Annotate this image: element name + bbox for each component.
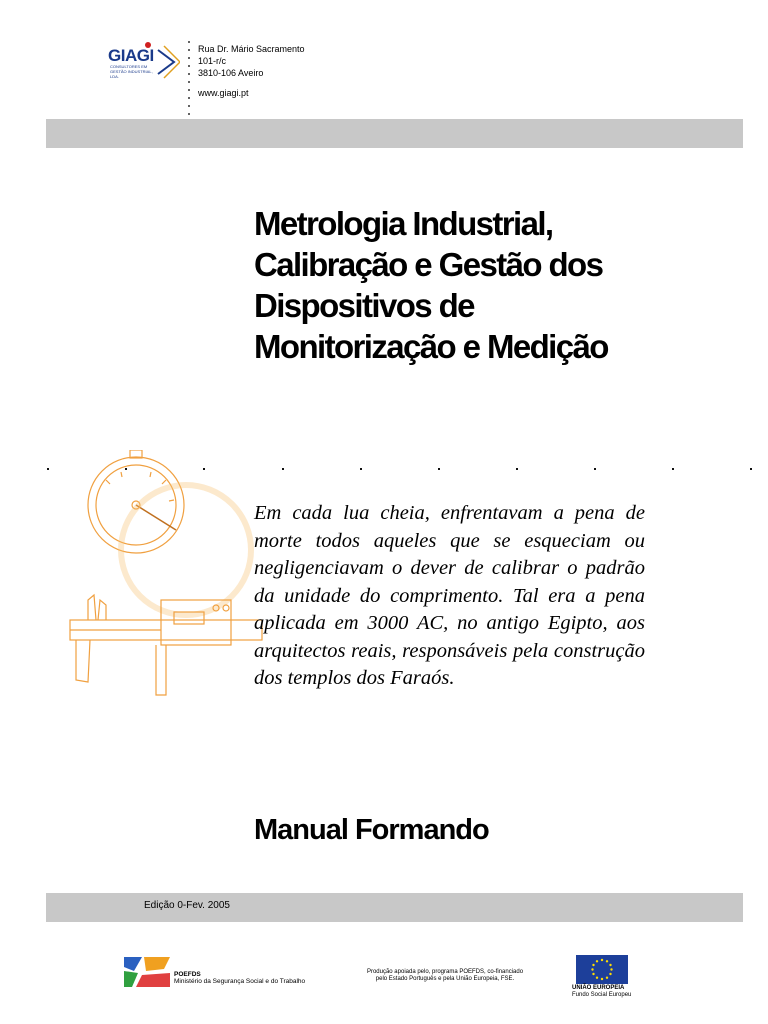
eu-fund: Fundo Social Europeu bbox=[572, 992, 632, 998]
title-line: Metrologia Industrial, bbox=[254, 205, 553, 242]
company-address bbox=[198, 43, 305, 99]
header-band bbox=[46, 119, 743, 148]
giagi-logo bbox=[108, 40, 180, 80]
manual-subtitle: Manual Formando bbox=[254, 814, 489, 846]
gauge-caliper-illustration bbox=[66, 450, 266, 700]
eu-flag-icon bbox=[576, 955, 628, 984]
logo-text: GIAGI bbox=[108, 46, 154, 65]
title-line: Calibração e Gestão dos bbox=[254, 246, 603, 283]
eu-name: UNIÃO EUROPEIA bbox=[572, 985, 625, 991]
funding-note-line: Produção apoiada pelo, programa POEFDS, co-financiado bbox=[366, 969, 524, 975]
funding-note-line: pelo Estado Português e pela União Europeia, FSE. bbox=[375, 976, 515, 982]
epigraph-quote: Em cada lua cheia, enfrentavam a pena de morte todos aqueles que se esqueciam ou negligenciavam o dever de calibrar o padrão da unidade do comprimento. Tal era a pena aplicada em 3000 AC, no antigo Egipto, aos arquitectos reais, responsáveis pela construção dos templos dos Faraós. bbox=[254, 502, 645, 689]
document-title bbox=[254, 203, 734, 367]
address-number: 101-r/c bbox=[198, 56, 227, 66]
company-website: www.giagi.pt bbox=[198, 88, 249, 98]
address-postcode: 3810-106 Aveiro bbox=[198, 68, 264, 78]
poefds-caption bbox=[174, 971, 305, 985]
address-street: Rua Dr. Mário Sacramento bbox=[198, 44, 305, 54]
eu-caption bbox=[572, 985, 631, 999]
funding-note bbox=[330, 969, 560, 983]
poefds-logo bbox=[124, 957, 170, 987]
edition-label: Edição 0-Fev. 2005 bbox=[144, 900, 230, 911]
title-line: Monitorização e Medição bbox=[254, 328, 608, 365]
title-line: Dispositivos de bbox=[254, 287, 474, 324]
header-separator bbox=[187, 40, 191, 116]
poefds-ministry: Ministério da Segurança Social e do Trabalho bbox=[174, 978, 306, 985]
poefds-name: POEFDS bbox=[174, 971, 201, 978]
logo-subtitle: CONSULTORES EM GESTÃO INDUSTRIAL, LDA. bbox=[110, 64, 153, 79]
